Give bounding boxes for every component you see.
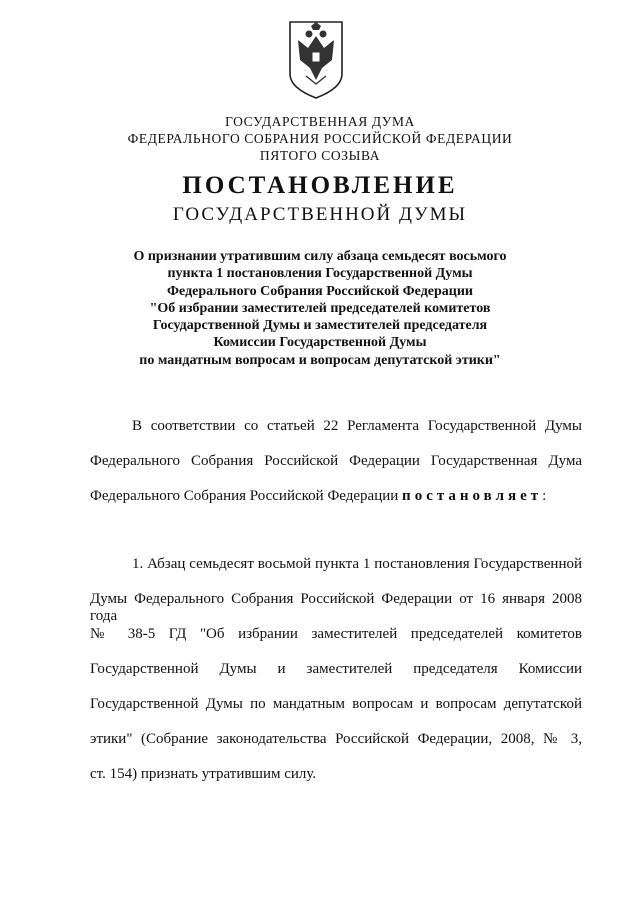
clause-line: Государственной Думы по мандатным вопросам и вопросам депутатской [90,696,582,712]
clause-line: Думы Федерального Собрания Российской Федерации от 16 января 2008 года [90,591,582,624]
preamble-line: Федерального Собрания Российской Федерации [90,488,399,504]
subject-line: "Об избрании заместителей председателей комитетов [149,300,491,316]
subject-line: Комиссии Государственной Думы [213,335,427,351]
preamble-closing [90,488,546,505]
colon: : [542,488,547,504]
subject-line: Государственной Думы и заместителей председателя [152,318,488,334]
subject-line: пункта 1 постановления Государственной Думы [167,266,473,282]
subject-line: Федерального Собрания Российской Федерации [167,283,473,299]
clause-line: ст. 154) признать утратившим силу. [90,766,317,782]
preamble-line: Федерального Собрания Российской Федерации Государственная Дума [90,453,582,469]
subject-line: по мандатным вопросам и вопросам депутатской этики" [139,352,501,368]
header-line-duma: ГОСУДАРСТВЕННАЯ ДУМА [225,114,415,129]
subject-line: О признании утратившим силу абзаца семьдесят восьмого [133,249,507,264]
clause-line: № 38-5 ГД "Об избрании заместителей председателей комитетов [90,626,582,642]
header-line-convocation: ПЯТОГО СОЗЫВА [259,148,381,163]
document-subtitle: ГОСУДАРСТВЕННОЙ ДУМЫ [172,204,468,225]
resolution-subject [0,248,640,369]
preamble-line: В соответствии со статьей 22 Регламента Государственной Думы [132,418,582,434]
clause-line: Государственной Думы и заместителей председателя Комиссии [90,661,582,677]
clause-line: 1. Абзац семьдесят восьмой пункта 1 постановления Государственной [132,556,582,572]
coat-of-arms-emblem [284,18,348,102]
clause-line: этики" (Собрание законодательства Российской Федерации, 2008, № 3, [90,731,582,747]
document-title: ПОСТАНОВЛЕНИЕ [182,172,458,199]
resolves-word: постановляет [402,488,543,504]
header-line-assembly: ФЕДЕРАЛЬНОГО СОБРАНИЯ РОССИЙСКОЙ ФЕДЕРАЦИИ [127,131,513,146]
